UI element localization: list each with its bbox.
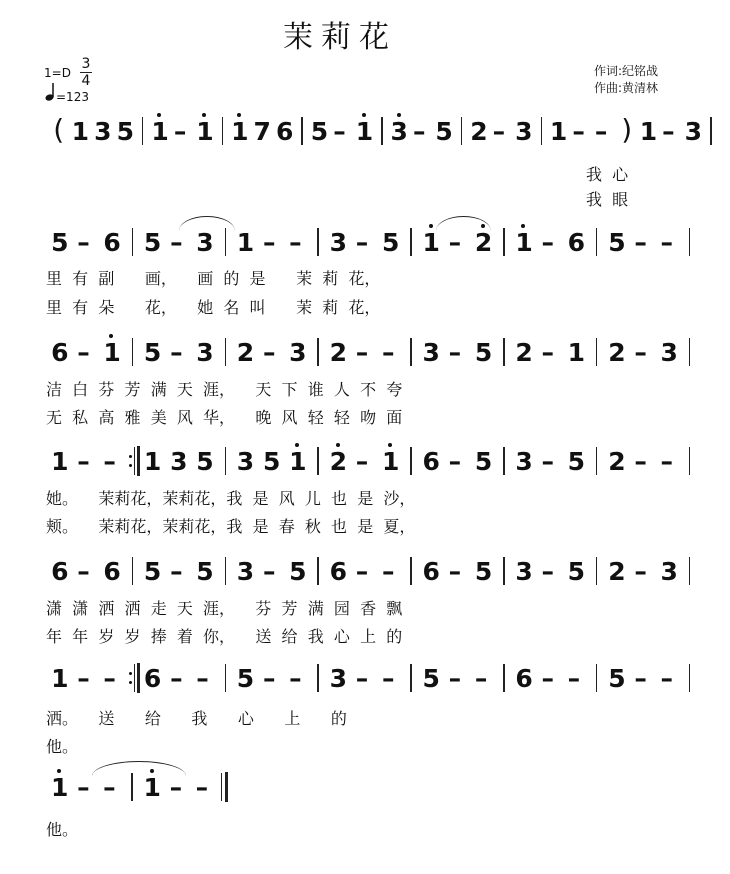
barline — [225, 338, 227, 366]
note: 6 — [51, 338, 69, 367]
barline — [301, 117, 303, 145]
lyric-line-2: 颊。 茉莉花，茉莉花，我 是 春 秋 也 是 夏， — [46, 517, 416, 536]
note: 3 — [170, 447, 188, 476]
note: 3 — [329, 664, 348, 693]
note: – — [289, 664, 302, 693]
note: – — [173, 117, 187, 146]
note: – — [169, 773, 183, 802]
barline — [410, 664, 412, 692]
barline — [317, 228, 319, 256]
barline — [541, 117, 543, 145]
key-signature: 1=D — [44, 66, 71, 80]
note: 1 — [143, 447, 162, 476]
system-7 — [0, 773, 730, 823]
barline — [131, 773, 133, 801]
note: – — [262, 228, 276, 257]
song-title: 茉莉花 — [283, 20, 397, 55]
note: 1 — [549, 117, 568, 146]
note: 5 — [310, 117, 329, 146]
repeat-barline-thick — [137, 446, 140, 476]
barline — [503, 664, 505, 692]
note: 5 — [143, 228, 162, 257]
final-barline-thick — [225, 772, 228, 802]
note: 3 — [660, 338, 678, 367]
barline — [689, 447, 691, 475]
repeat-dot — [129, 464, 132, 467]
barline — [689, 228, 691, 256]
note: 1 — [355, 117, 374, 146]
note: 1 — [515, 228, 533, 257]
lyric-line-1: 洁 白 芬 芳 满 天 涯， 天 下 谁 人 不 夸 — [46, 380, 403, 399]
note: – — [333, 117, 346, 146]
note: 6 — [422, 447, 440, 476]
note: 2 — [515, 338, 533, 367]
barline — [317, 557, 319, 585]
note: 6 — [143, 664, 162, 693]
note: – — [660, 228, 674, 257]
note: – — [355, 338, 369, 367]
time-signature-bottom: 4 — [81, 73, 91, 89]
barline — [596, 228, 598, 256]
note: – — [541, 664, 555, 693]
note: 5 — [143, 557, 162, 586]
note: 1 — [639, 117, 658, 146]
octave-dot — [362, 113, 366, 117]
barline — [142, 117, 144, 145]
note: 2 — [474, 228, 493, 257]
note: – — [448, 447, 462, 476]
note: 2 — [470, 117, 488, 146]
note: 1 — [51, 664, 69, 693]
note: 5 — [474, 557, 493, 586]
barline — [410, 228, 412, 256]
lyricist: 作词:纪铭战 — [594, 64, 659, 78]
lyric-line-2: 我 眼 — [586, 190, 629, 209]
note: 6 — [567, 228, 586, 257]
note: 6 — [329, 557, 348, 586]
note: – — [634, 338, 647, 367]
lyric-line-2: 无 私 高 雅 美 风 华， 晚 风 轻 轻 吻 面 — [46, 408, 403, 427]
repeat-dot — [129, 681, 132, 684]
note: – — [474, 664, 488, 693]
note: – — [541, 228, 555, 257]
note: 5 — [474, 447, 493, 476]
note: 2 — [608, 447, 626, 476]
note: 5 — [608, 664, 626, 693]
final-barline-thin — [221, 773, 223, 801]
note: – — [103, 447, 116, 476]
note: – — [77, 447, 90, 476]
note: 6 — [103, 228, 121, 257]
octave-dot — [336, 443, 340, 447]
barline — [410, 447, 412, 475]
note: 3 — [289, 338, 307, 367]
note: – — [448, 664, 462, 693]
barline — [225, 447, 227, 475]
note: 1 — [151, 117, 169, 146]
note: 5 — [196, 447, 214, 476]
barline — [461, 117, 463, 145]
note: 3 — [196, 338, 214, 367]
note: – — [662, 117, 675, 146]
note: – — [448, 228, 462, 257]
note: – — [541, 447, 555, 476]
note: 1 — [103, 338, 121, 367]
barline — [596, 338, 598, 366]
note: 3 — [684, 117, 703, 146]
note: 2 — [608, 557, 626, 586]
note: 1 — [196, 117, 214, 146]
lyric-line-1: 里 有 副 画， 画 的 是 茉 莉 花， — [46, 269, 381, 288]
note: 5 — [116, 117, 134, 146]
note: 5 — [51, 228, 69, 257]
barline — [381, 117, 383, 145]
note: 3 — [515, 447, 533, 476]
note: – — [381, 664, 395, 693]
note: 1 — [289, 447, 307, 476]
note: 5 — [435, 117, 453, 146]
note: – — [262, 557, 276, 586]
note: 3 — [515, 117, 533, 146]
note: – — [448, 557, 462, 586]
note: – — [289, 228, 302, 257]
note: 3 — [94, 117, 112, 146]
note: 2 — [608, 338, 626, 367]
barline — [225, 228, 227, 256]
tie-slur — [179, 216, 234, 231]
repeat-dot — [129, 455, 132, 458]
note: – — [492, 117, 506, 146]
barline — [503, 557, 505, 585]
barline — [317, 447, 319, 475]
lyric-line-2: 里 有 朵 花， 她 名 叫 茉 莉 花， — [46, 298, 381, 317]
note: 5 — [262, 447, 281, 476]
note: – — [634, 557, 647, 586]
note: 3 — [660, 557, 678, 586]
barline — [689, 557, 691, 585]
note: – — [634, 447, 647, 476]
note: 2 — [329, 447, 348, 476]
time-signature-top: 3 — [81, 56, 91, 72]
note: – — [381, 338, 395, 367]
barline — [710, 117, 712, 145]
barline — [596, 557, 598, 585]
note: – — [170, 664, 183, 693]
note: – — [634, 228, 647, 257]
note: – — [660, 447, 674, 476]
note: 3 — [329, 228, 348, 257]
note: 3 — [422, 338, 440, 367]
barline — [689, 664, 691, 692]
note: 2 — [236, 338, 255, 367]
octave-dot — [388, 443, 392, 447]
note: – — [381, 557, 395, 586]
note: 1 — [51, 773, 69, 802]
note: 1 — [231, 117, 249, 146]
note: 6 — [103, 557, 121, 586]
note: 6 — [51, 557, 69, 586]
note: 1 — [381, 447, 400, 476]
note: – — [567, 664, 581, 693]
octave-dot — [57, 769, 61, 773]
note: 3 — [236, 447, 255, 476]
note: – — [594, 117, 608, 146]
note: – — [103, 664, 116, 693]
repeat-barline-thick — [137, 663, 140, 693]
tie-slur — [436, 216, 491, 231]
note: 5 — [422, 664, 440, 693]
note: – — [77, 228, 90, 257]
note: – — [634, 664, 647, 693]
note: 1 — [143, 773, 161, 802]
note: 5 — [474, 338, 493, 367]
note: 3 — [236, 557, 255, 586]
barline — [596, 664, 598, 692]
note: 1 — [422, 228, 440, 257]
note: 5 — [608, 228, 626, 257]
octave-dot — [397, 113, 401, 117]
composer: 作曲:黄清林 — [594, 81, 659, 95]
barline — [503, 338, 505, 366]
note: 5 — [567, 447, 586, 476]
note: – — [262, 664, 276, 693]
note: 2 — [329, 338, 348, 367]
note: – — [77, 338, 90, 367]
note: – — [170, 338, 183, 367]
note: – — [103, 773, 116, 802]
note: 6 — [422, 557, 440, 586]
barline — [132, 338, 134, 366]
note: – — [355, 447, 369, 476]
lyric-line-1: 潇 潇 洒 洒 走 天 涯， 芬 芳 满 园 香 飘 — [46, 599, 403, 618]
note: 5 — [289, 557, 307, 586]
note: 1 — [567, 338, 586, 367]
lyric-line-2: 年 年 岁 岁 捧 着 你， 送 给 我 心 上 的 — [46, 627, 403, 646]
note: – — [572, 117, 585, 146]
barline — [132, 557, 134, 585]
barline — [503, 228, 505, 256]
tempo: =123 — [56, 90, 89, 104]
note: 1 — [71, 117, 90, 146]
note: 3 — [515, 557, 533, 586]
barline — [317, 338, 319, 366]
repeat-barline-thin — [134, 664, 136, 692]
lyric-line-2: 他。 — [46, 737, 79, 756]
note: – — [170, 228, 183, 257]
note: – — [77, 664, 90, 693]
barline — [132, 228, 134, 256]
note: – — [412, 117, 426, 146]
system-1 — [0, 113, 730, 167]
barline — [225, 557, 227, 585]
note: – — [262, 338, 276, 367]
tie-slur — [92, 761, 186, 776]
note: 1 — [236, 228, 255, 257]
parenthesis: ) — [621, 113, 633, 146]
barline — [689, 338, 691, 366]
note: – — [355, 664, 369, 693]
note: 5 — [381, 228, 400, 257]
barline — [410, 557, 412, 585]
note: – — [196, 664, 209, 693]
barline — [410, 338, 412, 366]
note: – — [448, 338, 462, 367]
note: 1 — [51, 447, 69, 476]
note: 3 — [196, 228, 214, 257]
note: – — [541, 557, 555, 586]
note: – — [541, 338, 555, 367]
repeat-dot — [129, 672, 132, 675]
note: – — [355, 228, 369, 257]
note: 5 — [567, 557, 586, 586]
lyric-line-1: 我 心 — [586, 165, 629, 184]
note: – — [170, 557, 183, 586]
note: – — [77, 773, 90, 802]
note: – — [77, 557, 90, 586]
note: 6 — [515, 664, 533, 693]
lyric-line-1: 洒。 送 给 我 心 上 的 — [46, 709, 347, 728]
barline — [317, 664, 319, 692]
note: – — [660, 664, 674, 693]
note: – — [355, 557, 369, 586]
barline — [503, 447, 505, 475]
octave-dot — [429, 224, 433, 228]
repeat-barline-thin — [134, 447, 136, 475]
barline — [225, 664, 227, 692]
note: 3 — [390, 117, 408, 146]
note: 5 — [143, 338, 162, 367]
note: 5 — [196, 557, 214, 586]
note: – — [195, 773, 209, 802]
note: 6 — [275, 117, 294, 146]
lyric-line-1: 她。 茉莉花，茉莉花，我 是 风 儿 也 是 沙， — [46, 489, 416, 508]
note: 5 — [236, 664, 255, 693]
barline — [222, 117, 224, 145]
note: 7 — [253, 117, 271, 146]
barline — [596, 447, 598, 475]
parenthesis: ( — [53, 113, 65, 146]
lyric-line-1: 他。 — [46, 820, 79, 839]
